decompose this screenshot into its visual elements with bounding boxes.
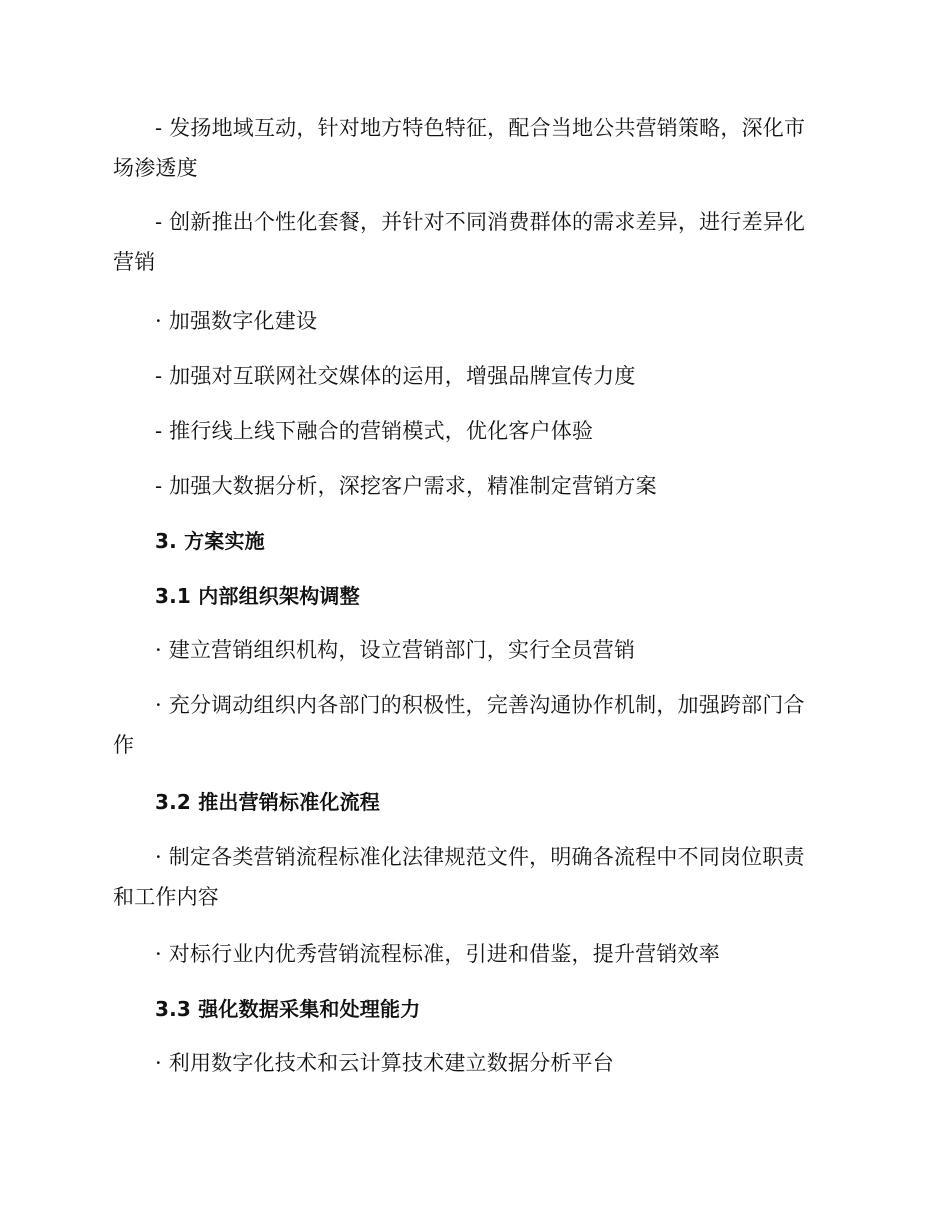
bullet-social-media: - 加强对互联网社交媒体的运用，增强品牌宣传力度 (155, 364, 636, 388)
bullet-benchmark: · 对标行业内优秀营销流程标准，引进和借鉴，提升营销效率 (155, 942, 720, 966)
bullet-marketing-org: · 建立营销组织机构，设立营销部门，实行全员营销 (155, 638, 636, 662)
section-heading-3-1: 3.1 内部组织架构调整 (155, 584, 360, 608)
bullet-big-data: - 加强大数据分析，深挖客户需求，精准制定营销方案 (155, 474, 657, 498)
bullet-cross-department: · 充分调动组织内各部门的积极性，完善沟通协作机制，加强跨部门合作 (113, 693, 805, 757)
section-heading-3-2: 3.2 推出营销标准化流程 (155, 790, 380, 814)
bullet-data-platform: · 利用数字化技术和云计算技术建立数据分析平台 (155, 1051, 614, 1075)
bullet-digital-construction: · 加强数字化建设 (155, 309, 318, 333)
bullet-regional-interaction: - 发扬地域互动，针对地方特色特征，配合当地公共营销策略，深化市场渗透度 (113, 116, 806, 180)
section-heading-3-3: 3.3 强化数据采集和处理能力 (155, 997, 421, 1021)
bullet-process-standards: · 制定各类营销流程标准化法律规范文件，明确各流程中不同岗位职责和工作内容 (113, 845, 805, 909)
section-heading-3: 3. 方案实施 (155, 529, 265, 553)
bullet-online-offline: - 推行线上线下融合的营销模式，优化客户体验 (155, 419, 594, 443)
bullet-personalized-packages: - 创新推出个性化套餐，并针对不同消费群体的需求差异，进行差异化营销 (113, 210, 806, 274)
